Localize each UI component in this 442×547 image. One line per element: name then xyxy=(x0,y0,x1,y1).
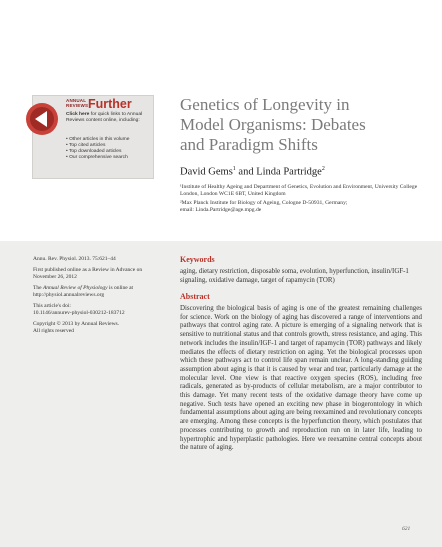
author-2: Linda Partridge xyxy=(256,166,322,178)
author-email: email: Linda.Partridge@age.mpg.de xyxy=(180,207,262,213)
abstract-text: Discovering the biological basis of aging is one of the greatest remaining challenges for science. Work on the biology of aging has discovered a range of interventions and pathways that control aging rate. A picture is emerging of a signaling network that is sensitive to nutritional status and that controls growth, stress resistance, and aging. This network includes the insulin/IGF-1 and target of rapamycin (TOR) pathways and likely mediates the effects of dietary restriction on aging. Yet the biological processes upon which these pathways act to control life span remain unclear. A long-standing guiding assumption about aging is that it is caused by wear and tear, particularly damage at the molecular level. One view is that reactive oxygen species (ROS), including free radicals, generated as by-products of cellular metabolism, are a major contributor to this damage. Yet many recent tests of the oxidative damage theory have come up negative. Such tests have opened an exciting new phase in biogerontology in which fundamental assumptions about aging are being reexamined and revolutionary concepts are emerging. Among these concepts is the hyperfunction theory, which postulates that processes contributing to growth and reproduction run on in later life, leading to hypertrophic and hyperplastic pathologies. Here we reexamine central concepts about the nature of aging. xyxy=(180,305,422,452)
click-here-link[interactable]: Click here xyxy=(66,112,90,117)
further-description: Click here for quick links to Annual Reviews content online, including: xyxy=(66,112,143,123)
affiliation-2: ²Max Planck Institute for Biology of Ageing, Cologne D-50931, Germany; email: Linda.Partridge@age.mpg.de xyxy=(180,200,348,213)
further-panel[interactable] xyxy=(32,95,154,179)
annual-reviews-brand: ANNUAL REVIEWS xyxy=(66,98,89,108)
further-link-top-downloaded[interactable]: • Top downloaded articles xyxy=(66,149,152,155)
keywords-text: aging, dietary restriction, disposable soma, evolution, hyperfunction, insulin/IGF-1 signaling, oxidative damage, target of rapamycin (TOR) xyxy=(180,268,409,284)
further-link-search[interactable]: • Our comprehensive search xyxy=(66,155,152,161)
author-1: David Gems xyxy=(180,166,233,178)
article-meta xyxy=(33,256,145,339)
doi-link[interactable]: 10.1146/annurev-physiol-030212-183712 xyxy=(33,310,125,316)
article-title: Genetics of Longevity in Model Organisms: Debates and Paradigm Shifts xyxy=(180,95,366,154)
play-arrow-icon[interactable] xyxy=(25,102,59,136)
page-number: 621 xyxy=(402,526,411,532)
authors: David Gems$^1$ and Linda Partridge$^2$ xyxy=(180,166,325,178)
further-link-other-articles[interactable]: • Other articles in this volume xyxy=(66,137,152,143)
affiliations xyxy=(180,184,430,216)
further-links xyxy=(66,137,152,161)
doi-info: This article's doi: 10.1146/annurev-physiol-030212-183712 xyxy=(33,303,125,316)
affiliation-1: ¹Institute of Healthy Ageing and Department of Genetics, Evolution and Environment, University College London, London WC1E 6BT, United Kingdom xyxy=(180,184,418,197)
online-location: The Annual Review of Physiology is online at http://physiol.annualreviews.org xyxy=(33,285,134,298)
journal-citation: Annu. Rev. Physiol. 2013. 75:621–44 xyxy=(33,256,116,262)
abstract-heading: Abstract xyxy=(180,292,210,301)
further-title: Further xyxy=(88,97,132,111)
further-link-top-cited[interactable]: • Top cited articles xyxy=(66,143,152,149)
keywords-heading: Keywords xyxy=(180,255,215,264)
copyright: Copyright © 2013 by Annual Reviews. All rights reserved xyxy=(33,321,120,334)
first-published: First published online as a Review in Advance on November 26, 2012 xyxy=(33,267,143,280)
